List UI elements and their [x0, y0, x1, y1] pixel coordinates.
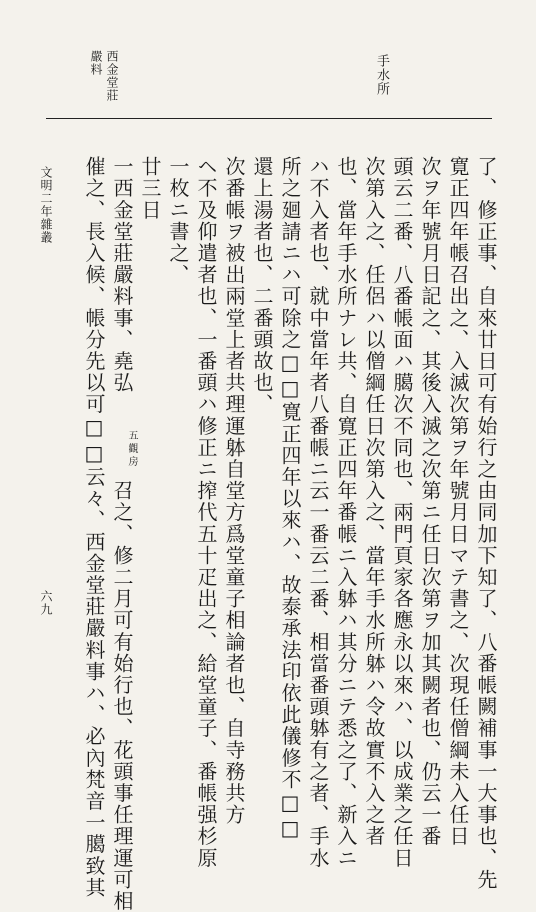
- text-column-4: 頭云二番、八番帳面ハ臈次不同也、兩門頁家各應永以來ハ、以成業之任日: [390, 156, 414, 869]
- text-column-7: ハ不入者也、就中當年者八番帳ニ云一番云二番、相當番頭躰有之者、手水: [306, 156, 330, 869]
- book-title: 文明二年雜叢: [39, 166, 53, 244]
- running-head-line2: 嚴料: [89, 50, 103, 76]
- text-column-14-tail: 召之、修二月可有始行也、花頭事任理運可相: [110, 480, 134, 912]
- text-column-5: 次第入之、任侶ハ以僧綱任日次第入之、當年手水所躰ハ令故實不入之者: [362, 156, 386, 848]
- text-column-6: 也、當年手水所ナレ共、自寛正四年番帳ニ入躰ハ其分ニテ悉之了、新入ニ: [334, 156, 358, 869]
- text-column-15: 催之、長入候、帳分先以可□□云々、西金堂莊嚴料事ハ、必內梵音一臈致其: [82, 156, 106, 899]
- page-number: 六九: [39, 590, 53, 616]
- chapter-title: 手水所: [374, 54, 389, 96]
- text-column-10: 次番帳ヲ被出兩堂上者共理運躰自堂方爲堂童子相論者也、自寺務共方: [222, 156, 246, 826]
- text-column-1: 了、修正事、自來廿日可有始行之由同加下知了、八番帳闕補事一大事也、先: [474, 156, 498, 891]
- text-column-12: 一枚ニ書之、: [166, 156, 190, 286]
- text-column-9: 還上湯者也、二番頭故也、: [250, 156, 274, 416]
- header-rule: [46, 118, 492, 119]
- small-annotation: 五 觀 房: [126, 430, 137, 467]
- running-head-line1: 西金堂莊: [105, 50, 119, 102]
- text-column-14: 一西金堂莊嚴料事、堯弘: [110, 156, 134, 394]
- text-column-8: 所之廻請ニハ可除之□□寛正四年以來ハ、故泰承法印依此儀修不□□: [278, 156, 302, 842]
- text-column-11: ヘ不及仰遣者也、一番頭ハ修正ニ搾代五十疋出之、給堂童子、番帳强杉原: [194, 156, 218, 869]
- text-column-3: 次ヲ年號月日記之、其後入滅之次第ニ任日次第ヲ加其闕者也、仍云一番: [418, 156, 442, 848]
- text-column-2: 寛正四年帳召出之、入滅次第ヲ年號月日マテ書之、次現任僧綱未入任日: [446, 156, 470, 848]
- date-heading: 廿三日: [138, 156, 162, 221]
